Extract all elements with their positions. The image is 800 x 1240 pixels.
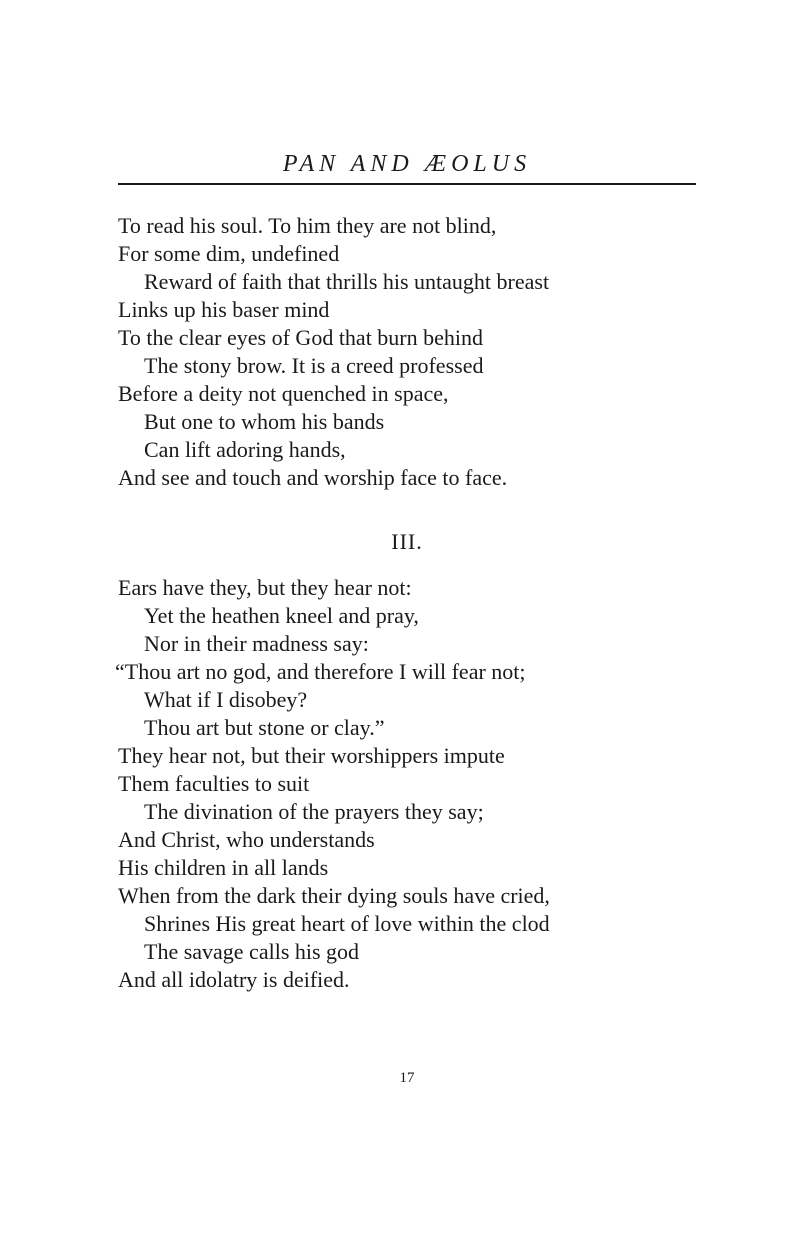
verse-line: Yet the heathen kneel and pray, <box>144 603 419 628</box>
stanza-1 <box>118 212 718 492</box>
verse-line: And Christ, who understands <box>118 827 375 852</box>
verse-line: But one to whom his bands <box>144 409 385 434</box>
verse-line: What if I disobey? <box>144 687 308 712</box>
verse-line: Nor in their madness say: <box>144 631 369 656</box>
verse-line: “Thou art no god, and therefore I will fear not; <box>115 659 526 684</box>
verse-line: Ears have they, but they hear not: <box>118 575 412 600</box>
section-heading: III. <box>391 529 423 554</box>
verse-line: The savage calls his god <box>144 939 360 964</box>
header-rule <box>118 183 696 185</box>
verse-line: And all idolatry is deified. <box>118 967 350 992</box>
page-number: 17 <box>399 1070 415 1086</box>
verse-line: For some dim, undefined <box>118 241 340 266</box>
verse-line: To the clear eyes of God that burn behind <box>118 325 484 350</box>
verse-line: And see and touch and worship face to face. <box>118 465 508 490</box>
verse-line: Can lift adoring hands, <box>144 437 346 462</box>
verse-line: Links up his baser mind <box>118 297 330 322</box>
verse-line: Before a deity not quenched in space, <box>118 381 449 406</box>
verse-line: To read his soul. To him they are not blind, <box>118 213 497 238</box>
verse-line: Them faculties to suit <box>118 771 310 796</box>
verse-line: When from the dark their dying souls have cried, <box>118 883 550 908</box>
verse-line: They hear not, but their worshippers impute <box>118 743 505 768</box>
verse-line: The divination of the prayers they say; <box>144 799 484 824</box>
verse-line: The stony brow. It is a creed professed <box>144 353 484 378</box>
verse-line: Thou art but stone or clay.” <box>144 715 385 740</box>
verse-line: Reward of faith that thrills his untaught breast <box>144 269 550 294</box>
stanza-2 <box>115 574 718 994</box>
verse-line: His children in all lands <box>118 855 329 880</box>
running-head: PAN AND ÆOLUS <box>282 151 532 177</box>
verse-line: Shrines His great heart of love within the clod <box>144 911 550 936</box>
